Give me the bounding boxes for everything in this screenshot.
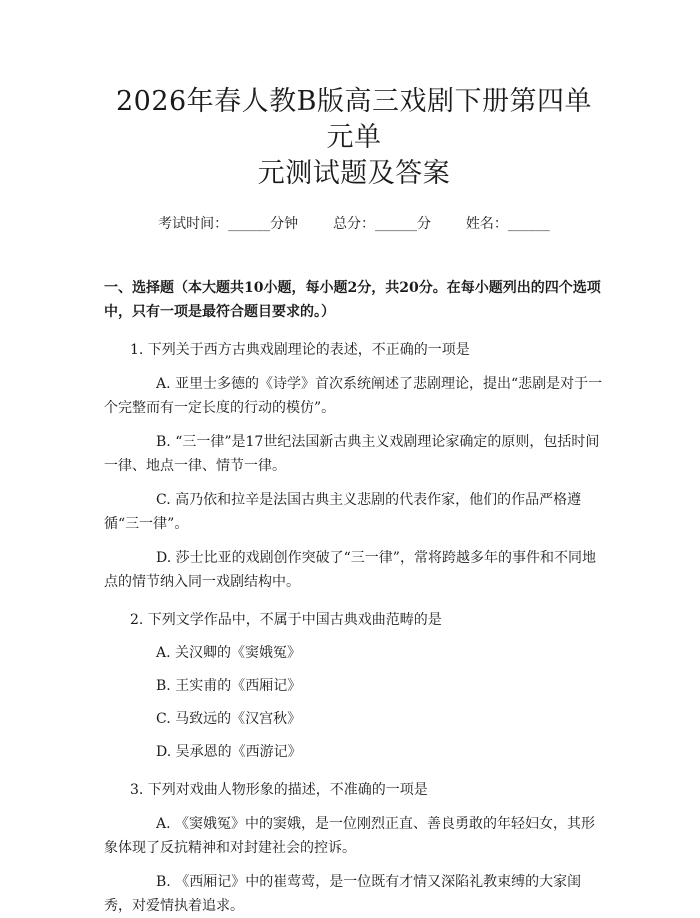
exam-time-field: 考试时间：______分钟 [158, 216, 299, 232]
exam-meta [104, 214, 604, 234]
question-1-option-c: C. 高乃依和拉辛是法国古典主义悲剧的代表作家，他们的作品严格遵循“三一律”。 [104, 492, 582, 532]
question-1-option-a: A. 亚里士多德的《诗学》首次系统阐述了悲剧理论，提出“悲剧是对于一个完整而有一定长度的行动的模仿”。 [104, 376, 603, 416]
question-1-option-b: B. “三一律”是17世纪法国新古典主义戏剧理论家确定的原则，包括时间一律、地点一律、情节一律。 [104, 434, 600, 474]
question-2-stem: 2. 下列文学作品中，不属于中国古典戏曲范畴的是 [130, 612, 442, 628]
section-heading-choice: 一、选择题（本大题共10小题，每小题2分，共20分。在每小题列出的四个选项中，只有一项是最符合题目要求的。） [104, 280, 601, 320]
total-score-field: 总分：______分 [333, 216, 431, 232]
question-2-option-b: B. 王实甫的《西厢记》 [156, 678, 302, 694]
student-name-field: 姓名：______ [465, 216, 550, 232]
question-2-option-c: C. 马致远的《汉宫秋》 [156, 711, 302, 727]
question-3-stem: 3. 下列对戏曲人物形象的描述，不准确的一项是 [130, 782, 428, 798]
question-1-option-d: D. 莎士比亚的戏剧创作突破了“三一律”，常将跨越多年的事件和不同地点的情节纳入同一戏剧结构中。 [104, 550, 596, 590]
question-1-stem: 1. 下列关于西方古典戏剧理论的表述，不正确的一项是 [130, 342, 470, 358]
exam-title-line-2: 元测试题及答案 [257, 158, 451, 189]
exam-title-line-1: 2026年春人教B版高三戏剧下册第四单元单 [115, 86, 593, 153]
question-2-option-d: D. 吴承恩的《西游记》 [156, 744, 302, 760]
question-3-option-a: A. 《窦娥冤》中的窦娥，是一位刚烈正直、善良勇敢的年轻妇女，其形象体现了反抗精神和对封建社会的控诉。 [104, 816, 596, 856]
question-3-option-b: B. 《西厢记》中的崔莺莺，是一位既有才情又深陷礼教束缚的大家闺秀，对爱情执着追求。 [104, 874, 582, 914]
exam-title [104, 0, 604, 192]
question-2-option-a: A. 关汉卿的《窦娥冤》 [156, 645, 302, 661]
